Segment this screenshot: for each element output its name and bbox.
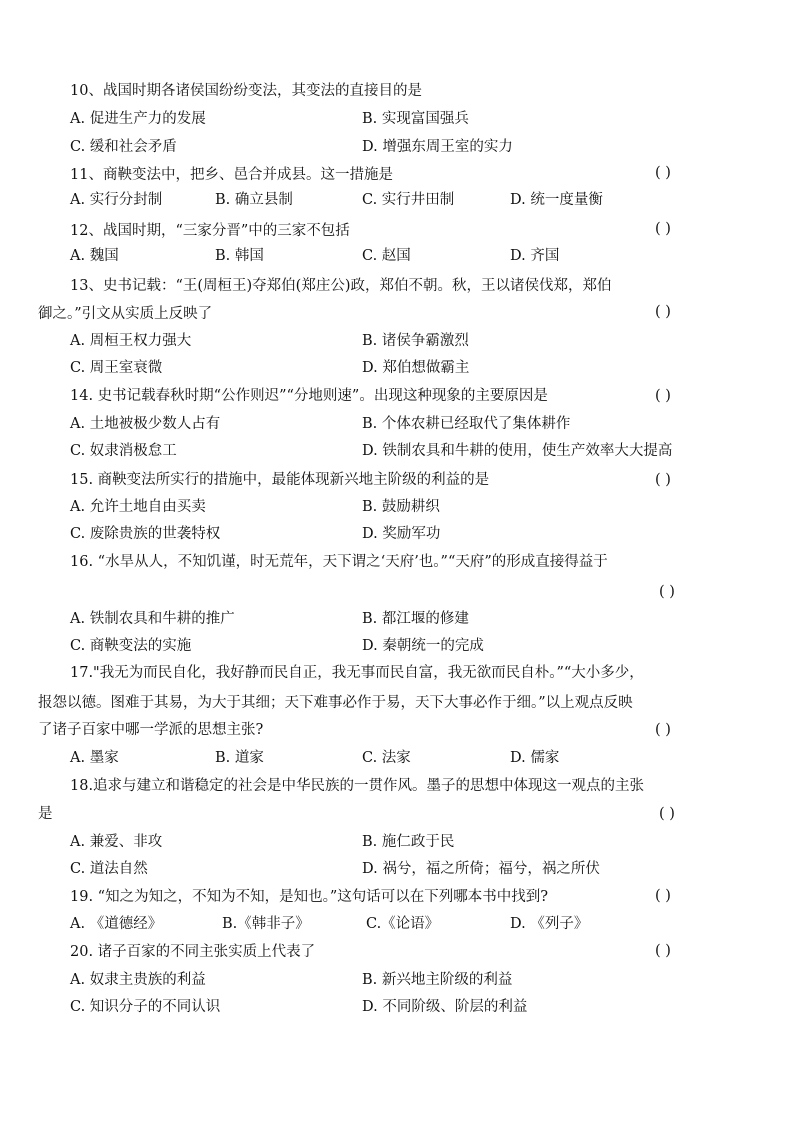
question-stem: 20. 诸子百家的不同主张实质上代表了 xyxy=(70,944,316,960)
option-d: D. 奖励军功 xyxy=(362,526,441,542)
question-stem-line-3: 了诸子百家中哪一学派的思想主张? xyxy=(38,722,264,738)
option-d: D. 铁制农具和牛耕的使用，使生产效率大大提高 xyxy=(362,443,673,459)
question-stem-line-2: 御之。”引文从实质上反映了 xyxy=(38,306,213,322)
option-b: B. 都江堰的修建 xyxy=(362,611,469,627)
option-a: A. 允许土地自由买卖 xyxy=(70,499,206,515)
option-a: A. 铁制农具和牛耕的推广 xyxy=(70,611,235,627)
option-a: A. 《道德经》 xyxy=(70,916,163,932)
option-b: B. 个体农耕已经取代了集体耕作 xyxy=(362,416,571,432)
option-c: C.《论语》 xyxy=(366,916,440,932)
option-b: B. 鼓励耕织 xyxy=(362,499,440,515)
option-c: C. 法家 xyxy=(362,750,411,766)
answer-blank: ( ) xyxy=(655,221,671,237)
option-b: B. 道家 xyxy=(215,750,264,766)
question-stem: 16. “水旱从人，不知饥谨，时无荒年，天下谓之‘天府’也。”“天府”的形成直接得益于 xyxy=(70,554,608,570)
option-a: A. 周桓王权力强大 xyxy=(70,333,192,349)
option-d: D. 统一度量衡 xyxy=(510,192,603,208)
option-a: A. 墨家 xyxy=(70,750,119,766)
option-b: B. 韩国 xyxy=(215,248,264,264)
option-d: D. 齐国 xyxy=(510,248,560,264)
option-d: D. 不同阶级、阶层的利益 xyxy=(362,999,528,1015)
option-d: D. 秦朝统一的完成 xyxy=(362,638,484,654)
option-d: D. 祸兮，福之所倚；福兮，祸之所伏 xyxy=(362,861,600,877)
option-a: A. 实行分封制 xyxy=(70,192,163,208)
question-stem: 19. “知之为知之，不知为不知，是知也。”这句话可以在下列哪本书中找到? xyxy=(70,889,549,905)
option-c: C. 缓和社会矛盾 xyxy=(70,139,177,155)
answer-blank: ( ) xyxy=(655,304,671,320)
option-c: C. 道法自然 xyxy=(70,861,148,877)
option-b: B. 确立县制 xyxy=(215,192,293,208)
option-c: C. 废除贵族的世袭特权 xyxy=(70,526,221,542)
option-a: A. 魏国 xyxy=(70,248,119,264)
question-stem: 10、战国时期各诸侯国纷纷变法，其变法的直接目的是 xyxy=(70,83,422,99)
option-d: D. 增强东周王室的实力 xyxy=(362,139,513,155)
option-b: B. 诸侯争霸激烈 xyxy=(362,333,469,349)
answer-blank: ( ) xyxy=(655,165,671,181)
option-d: D. 儒家 xyxy=(510,750,560,766)
option-c: C. 赵国 xyxy=(362,248,411,264)
question-stem-line-1: 17."我无为而民自化，我好静而民自正，我无事而民自富，我无欲而民自朴。”“大小多少， xyxy=(70,665,644,681)
question-stem: 15. 商鞅变法所实行的措施中，最能体现新兴地主阶级的利益的是 xyxy=(70,472,490,488)
question-stem-line-2: 是 xyxy=(38,806,53,822)
question-stem-line-2: 报怨以德。图难于其易，为大于其细；天下难事必作于易，天下大事必作于细。”以上观点反映 xyxy=(38,695,633,711)
answer-blank: ( ) xyxy=(655,472,671,488)
option-d: D. 《列子》 xyxy=(510,916,589,932)
option-b: B. 新兴地主阶级的利益 xyxy=(362,972,513,988)
question-stem-line-1: 13、史书记载：“王(周桓王)夺郑伯(郑庄公)政，郑伯不朝。秋，王以诸侯伐郑，郑伯 xyxy=(70,278,612,294)
option-a: A. 兼爱、非攻 xyxy=(70,834,163,850)
answer-blank: ( ) xyxy=(655,943,671,959)
answer-blank: ( ) xyxy=(659,806,675,822)
option-a: A. 奴隶主贵族的利益 xyxy=(70,972,206,988)
option-b: B.《韩非子》 xyxy=(222,916,310,932)
option-c: C. 知识分子的不同认识 xyxy=(70,999,221,1015)
option-c: C. 商鞅变法的实施 xyxy=(70,638,192,654)
option-c: C. 奴隶消极怠工 xyxy=(70,443,177,459)
option-b: B. 实现富国强兵 xyxy=(362,111,469,127)
option-a: A. 土地被极少数人占有 xyxy=(70,416,221,432)
option-d: D. 郑伯想做霸主 xyxy=(362,360,470,376)
question-stem: 12、战国时期，“三家分晋”中的三家不包括 xyxy=(70,223,350,239)
option-c: C. 周王室衰微 xyxy=(70,360,163,376)
option-c: C. 实行井田制 xyxy=(362,192,455,208)
option-b: B. 施仁政于民 xyxy=(362,834,455,850)
answer-blank: ( ) xyxy=(655,722,671,738)
question-stem: 14. 史书记载春秋时期“公作则迟”“分地则速”。出现这种现象的主要原因是 xyxy=(70,388,548,404)
answer-blank: ( ) xyxy=(659,584,675,600)
answer-blank: ( ) xyxy=(655,388,671,404)
question-stem-line-1: 18.追求与建立和谐稳定的社会是中华民族的一贯作风。墨子的思想中体现这一观点的主张 xyxy=(70,778,645,794)
option-a: A. 促进生产力的发展 xyxy=(70,111,206,127)
question-stem: 11、商鞅变法中，把乡、邑合并成县。这一措施是 xyxy=(70,167,393,183)
answer-blank: ( ) xyxy=(655,888,671,904)
